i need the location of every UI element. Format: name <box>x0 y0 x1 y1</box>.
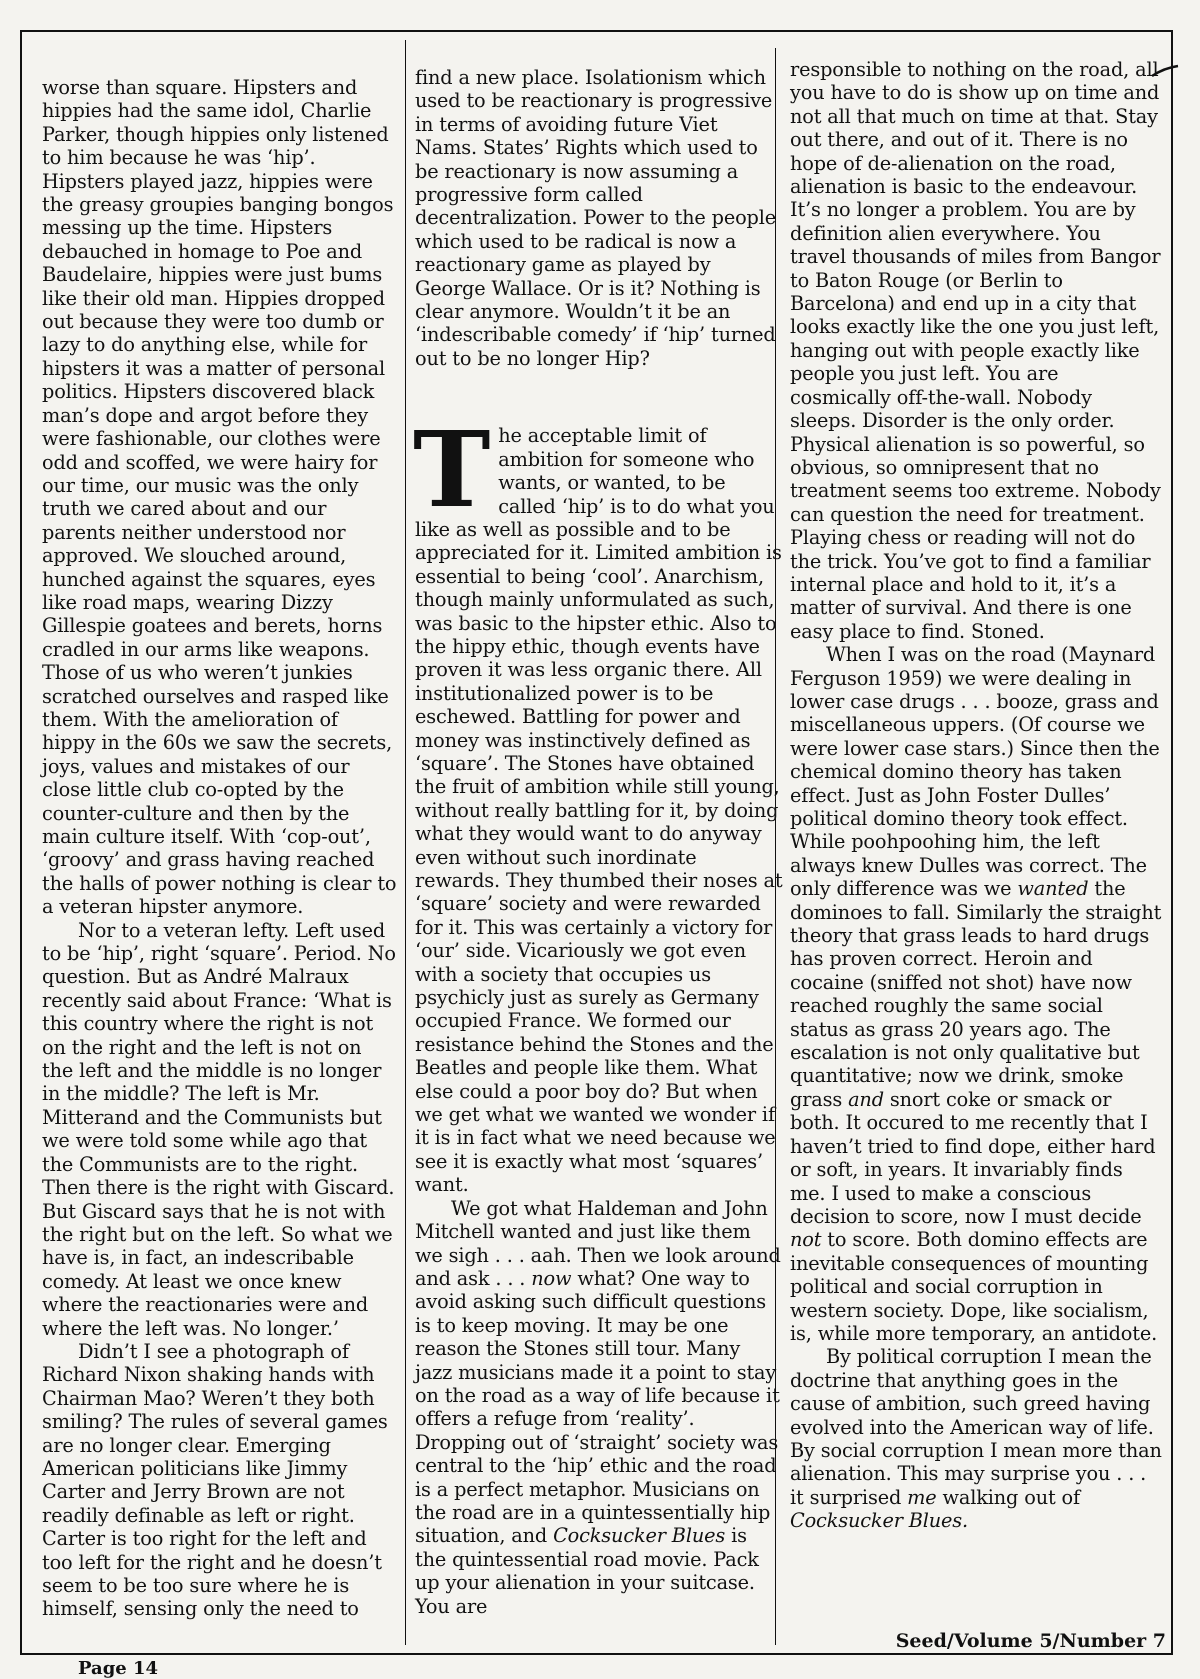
text-run: walking out of <box>936 1485 1080 1509</box>
text-run: snort coke or smack or both. It occured to me recently that I haven’t tried to find dope, either hard or soft, in years. It invariably finds me. I used to make a conscious decision to score, now I must decide <box>790 1087 1156 1228</box>
emphasis: now <box>531 1266 572 1290</box>
paragraph <box>790 1345 1162 1532</box>
paragraph: responsible to nothing on the road, all you have to do is show up on time and not all that much on time at that. Stay out there, and out of it. There is no hope of de-alienation on the road, alienation is basic to the endeavour. It’s no longer a problem. You are by definition alien everywhere. You travel thousands of miles from Bangor to Baton Rouge (or Berlin to Barcelona) and end up in a city that looks exactly like the one you just left, hanging out with people exactly like people you just left. You are cosmically off-the-wall. Nobody sleeps. Disorder is the only order. Physical alienation is so powerful, so obvious, so omnipresent that no treatment seems too extreme. Nobody can question the need for treatment. Playing chess or reading will not do the trick. You’ve got to find a familiar internal place and hold to it, it’s a matter of survival. And there is one easy place to find. Stoned. <box>790 58 1161 643</box>
drop-cap: T <box>413 408 491 532</box>
page-number: Page 14 <box>78 1658 159 1679</box>
emphasis: not <box>790 1228 822 1252</box>
emphasis: and <box>848 1087 884 1111</box>
paragraph <box>790 643 1162 1345</box>
paragraph <box>415 1197 783 1618</box>
paragraph: worse than square. Hipsters and hippies had the same idol, Charlie Parker, though hippies only listened to him because he was ‘hip’. Hipsters played jazz, hippies were the greasy groupies banging bongos messing up the time. Hipsters debauched in homage to Poe and Baudelaire, hippies were just bums like their old man. Hippies dropped out because they were too dumb or lazy to do anything else, while for hipsters it was a matter of personal politics. Hipsters discovered black man’s dope and argot before they were fashionable, our clothes were odd and scoffed, we were hairy for our time, our music was the only truth we cared about and our parents neither understood nor approved. We slouched around, hunched against the squares, eyes like road maps, wearing Dizzy Gillespie goatees and berets, horns cradled in our arms like weapons. Those of us who weren’t junkies scratched ourselves and rasped like them. With the amelioration of hippy in the 60s we saw the secrets, joys, values and mistakes of our close little club co-opted by the counter-culture and then by the main culture itself. With ‘cop-out’, ‘groovy’ and grass having reached the halls of power nothing is clear to a veteran hipster anymore. <box>42 76 397 919</box>
text-run: We got what Haldeman and John Mitchell wanted and just like them we sigh . . . aah. Then we look around and ask . . . <box>415 1196 781 1290</box>
paragraph-text: he acceptable limit of ambition for someone who wants, or wanted, to be called ‘hip’ is to do what you like as well as possible and to be appreciated for it. Limited ambition is essential to being ‘cool’. Anarchism, though mainly unformulated as such, was basic to the hipster ethic. Also to the hippy ethic, though events have proven it was less organic there. All institutionalized power is to be eschewed. Battling for power and money was instinctively defined as ‘square’. The Stones have obtained the fruit of ambition while still young, without really battling for it, by doing what they would want to do anyway even without such inordinate rewards. They thumbed their noses at ‘square’ society and were rewarded for it. This was certainly a victory for ‘our’ side. Vicariously we got even with a society that occupies us psychicly just as surely as Germany occupied France. We formed our resistance behind the Stones and the Beatles and people like them. What else could a poor boy do? But when we get what we wanted we wonder if it is in fact what we need because we see it is exactly what most ‘squares’ want. <box>415 424 783 1197</box>
article-column-3 <box>790 58 1162 1533</box>
text-run: what? One way to avoid asking such difficult questions is to keep moving. It may be one reason the Stones still tour. Many jazz musicians made it a point to stay on the road as a way of life because it offers a refuge from ‘reality’. Dropping out of ‘straight’ society was central to the ‘hip’ ethic and the road is a perfect metaphor. Musicians on the road are in a quintessentially hip situation, and <box>415 1266 780 1548</box>
paragraph: Nor to a veteran lefty. Left used to be ‘hip’, right ‘square’. Period. No question. But as André Malraux recently said about France: ‘What is this country where the right is not on the right and the left is not on the left and the middle is no longer in the middle? The left is Mr. Mitterand and the Communists but we were told some while ago that the Communists are to the right. Then there is the right with Giscard. But Giscard says that he is not with the right but on the left. So what we have is, in fact, an indescribable comedy. At least we once knew where the reactionaries were and where the left was. No longer.’ <box>42 918 396 1340</box>
emphasis: me <box>907 1485 937 1509</box>
film-title: Cocksucker Blues. <box>790 1509 969 1533</box>
column-rule <box>405 40 406 1645</box>
paragraph: Didn’t I see a photograph of Richard Nixon shaking hands with Chairman Mao? Weren’t they both smiling? The rules of several games are no longer clear. Emerging American politicians like Jimmy Carter and Jerry Brown are not readily definable as left or right. Carter is too right for the left and too left for the right and he doesn’t seem to be too sure where he is himself, sensing only the need to <box>42 1339 388 1621</box>
article-column-1 <box>42 76 397 1621</box>
paragraph: find a new place. Isolationism which used to be reactionary is progressive in terms of avoiding future Viet Nams. States’ Rights which used to be reactionary is now assuming a progressive form called decentralization. Power to the people which used to be radical is now a reactionary game as played by George Wallace. Or is it? Nothing is clear anymore. Wouldn’t it be an ‘indescribable comedy’ if ‘hip’ turned out to be no longer Hip? <box>415 66 777 370</box>
film-title: Cocksucker Blues <box>553 1524 726 1548</box>
text-run: the dominoes to fall. Similarly the straight theory that grass leads to hard drugs has proven correct. Heroin and cocaine (sniffed not shot) have now reached roughly the same social status as grass 20 years ago. The escalation is not only qualitative but quantitative; now we drink, smoke grass <box>790 877 1162 1111</box>
article-column-2 <box>415 66 783 1618</box>
emphasis: wanted <box>1017 877 1089 901</box>
issue-label: Seed/Volume 5/Number 7 <box>895 1630 1166 1652</box>
text-run: By political corruption I mean the doctrine that anything goes in the cause of ambition, such greed having evolved into the American way of life. By social corruption I mean more than alienation. This may surprise you . . . it surprised <box>790 1345 1162 1509</box>
text-run: When I was on the road (Maynard Ferguson 1959) we were dealing in lower case drugs . . . booze, grass and miscellaneous uppers. (Of course we were lower case stars.) Since then the chemical domino theory has taken effect. Just as John Foster Dulles’ political domino theory took effect. While poohpoohing him, the left always knew Dulles was correct. The only difference was we <box>790 643 1160 901</box>
text-run: is the quintessential road movie. Pack up your alienation in your suitcase. You are <box>415 1524 759 1618</box>
text-run: to score. Both domino effects are inevitable consequences of mounting political and social corruption in western society. Dope, like socialism, is, while more temporary, an antidote. <box>790 1228 1158 1345</box>
section-opening-paragraph <box>413 408 783 1197</box>
